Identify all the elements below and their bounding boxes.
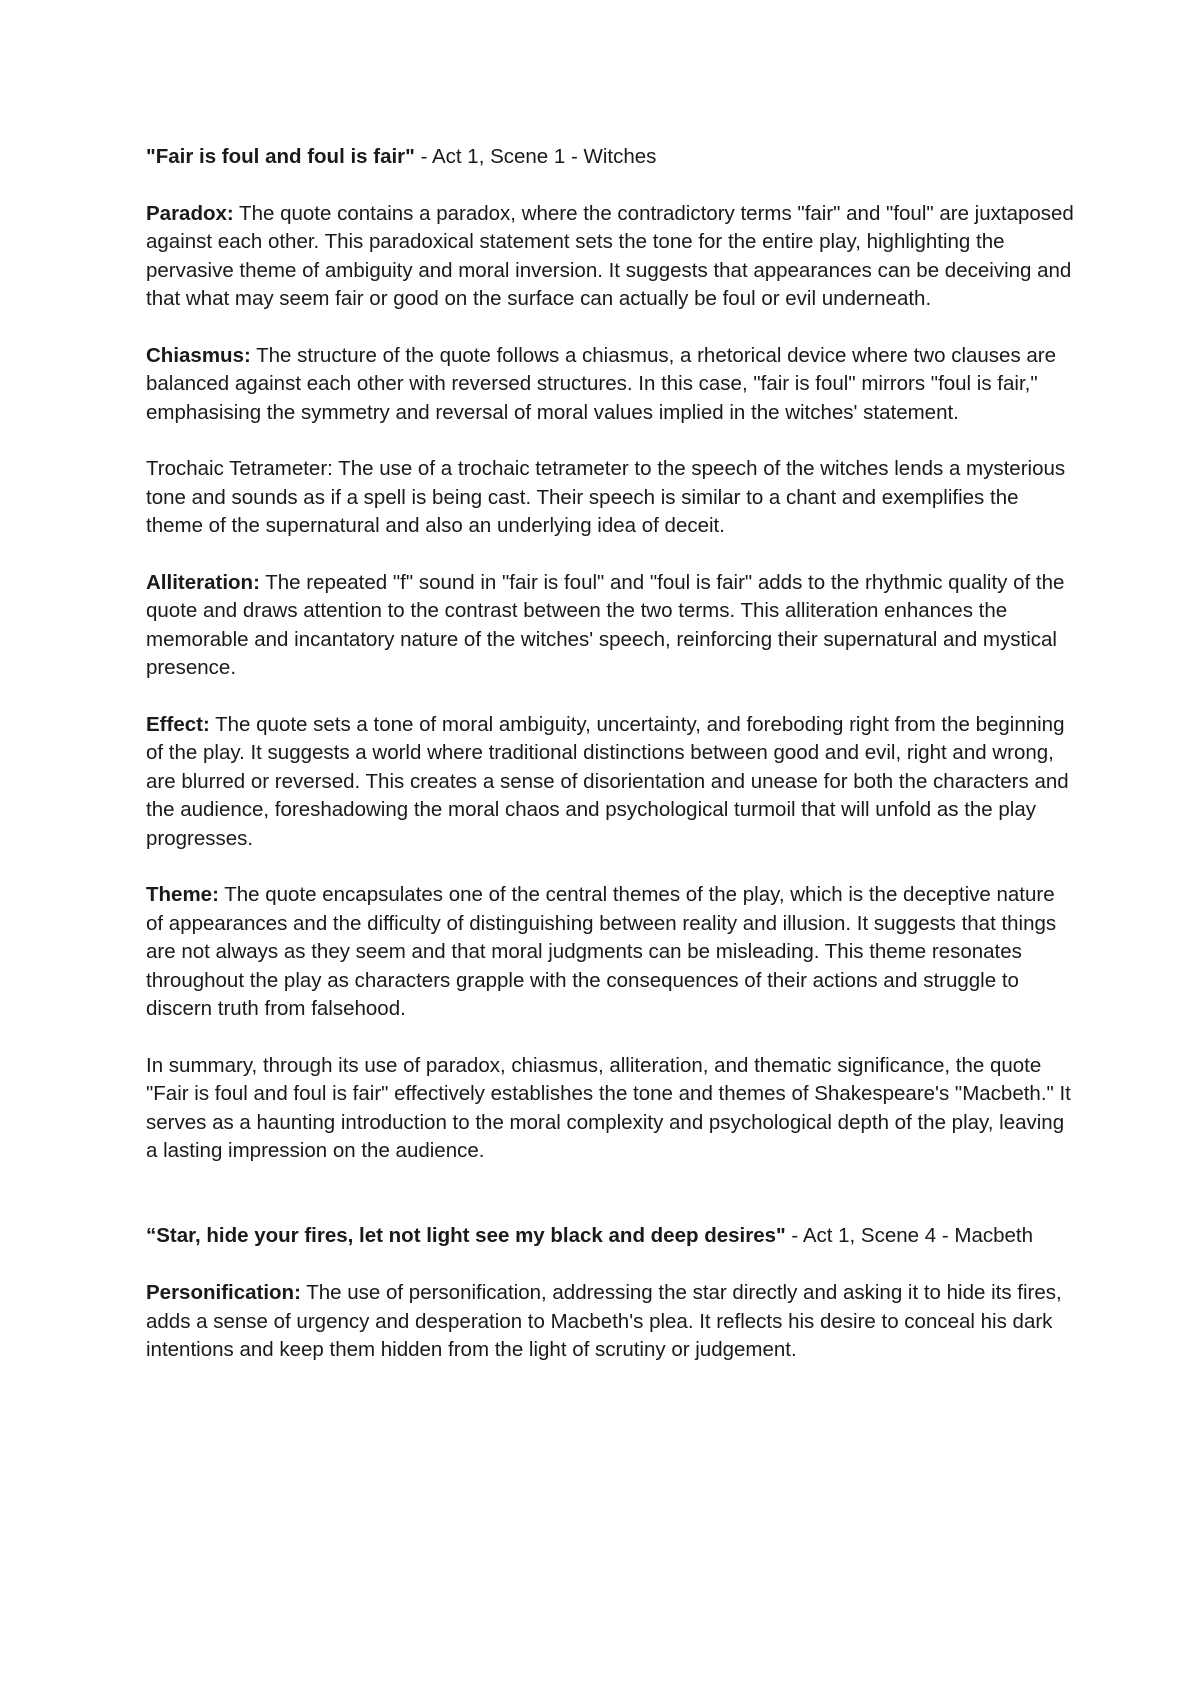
- quote-1-heading: [146, 143, 1076, 171]
- personification-label: Personification:: [146, 1281, 301, 1305]
- quote-1-text: "Fair is foul and foul is fair": [146, 145, 415, 168]
- quote-2-text: “Star, hide your fires, let not light see my black and deep desires": [146, 1224, 786, 1248]
- quote-1-source: - Act 1, Scene 1 - Witches: [414, 145, 657, 168]
- effect-text: The quote sets a tone of moral ambiguity, uncertainty, and foreboding right from the beginning of the play. It suggests a world where traditional distinctions between good and evil, right and wrong, are blurred or reversed. This creates a sense of disorientation and unease for both the characters and the audience, foreshadowing the moral chaos and psychological turmoil that will unfold as the play progresses.: [146, 713, 1069, 850]
- section-spacer: [146, 1194, 1076, 1222]
- personification-text: The use of personification, addressing the star directly and asking it to hide its fires, adds a sense of urgency and desperation to Macbeth's plea. It reflects his desire to conceal his dark intentions and keep them hidden from the light of scrutiny or judgement.: [146, 1281, 1062, 1361]
- alliteration-text: The repeated "f" sound in "fair is foul" and "foul is fair" adds to the rhythmic quality of the quote and draws attention to the contrast between the two terms. This alliteration enhances the memorable and incantatory nature of the witches' speech, reinforcing their supernatural and mystical presence.: [146, 571, 1065, 680]
- quote-2-source: - Act 1, Scene 4 - Macbeth: [785, 1224, 1033, 1248]
- paradox-text: The quote contains a paradox, where the contradictory terms "fair" and "foul" are juxtaposed against each other. This paradoxical statement sets the tone for the entire play, highlighting the pervasive theme of ambiguity and moral inversion. It suggests that appearances can be deceiving and that what may seem fair or good on the surface can actually be foul or evil underneath.: [146, 201, 1074, 311]
- trochaic-text: Trochaic Tetrameter: The use of a trochaic tetrameter to the speech of the witches lends a mysterious tone and sounds as if a spell is being cast. Their speech is similar to a chant and exemplifies the theme of the supernatural and also an underlying idea of deceit.: [146, 457, 1066, 538]
- effect-paragraph: [146, 711, 1076, 853]
- chiasmus-label: Chiasmus:: [146, 343, 251, 367]
- quote-2-heading: [146, 1222, 1076, 1250]
- paradox-paragraph: [146, 200, 1076, 314]
- alliteration-paragraph: [146, 569, 1076, 683]
- chiasmus-text: The structure of the quote follows a chiasmus, a rhetorical device where two clauses are balanced against each other with reversed structures. In this case, "fair is foul" mirrors "foul is fair," emphasising the symmetry and reversal of moral values implied in the witches' statement.: [146, 343, 1057, 424]
- theme-label: Theme:: [146, 883, 219, 907]
- summary-paragraph: In summary, through its use of paradox, chiasmus, alliteration, and thematic significance, the quote "Fair is foul and foul is fair" effectively establishes the tone and themes of Shakespeare's "Macbeth." It serves as a haunting introduction to the moral complexity and psychological depth of the play, leaving a lasting impression on the audience.: [146, 1053, 1071, 1163]
- trochaic-paragraph: [146, 455, 1076, 540]
- theme-paragraph: [146, 881, 1076, 1023]
- effect-label: Effect:: [146, 713, 210, 737]
- personification-paragraph: [146, 1279, 1076, 1364]
- chiasmus-paragraph: [146, 342, 1076, 427]
- alliteration-label: Alliteration:: [146, 571, 260, 595]
- paradox-label: Paradox:: [146, 201, 234, 225]
- theme-text: The quote encapsulates one of the central themes of the play, which is the deceptive nature of appearances and the difficulty of distinguishing between reality and illusion. It suggests that things are not always as they seem and that moral judgments can be misleading. This theme resonates throughout the play as characters grapple with the consequences of their actions and struggle to discern truth from falsehood.: [146, 883, 1057, 1021]
- document-page: [146, 143, 1076, 1393]
